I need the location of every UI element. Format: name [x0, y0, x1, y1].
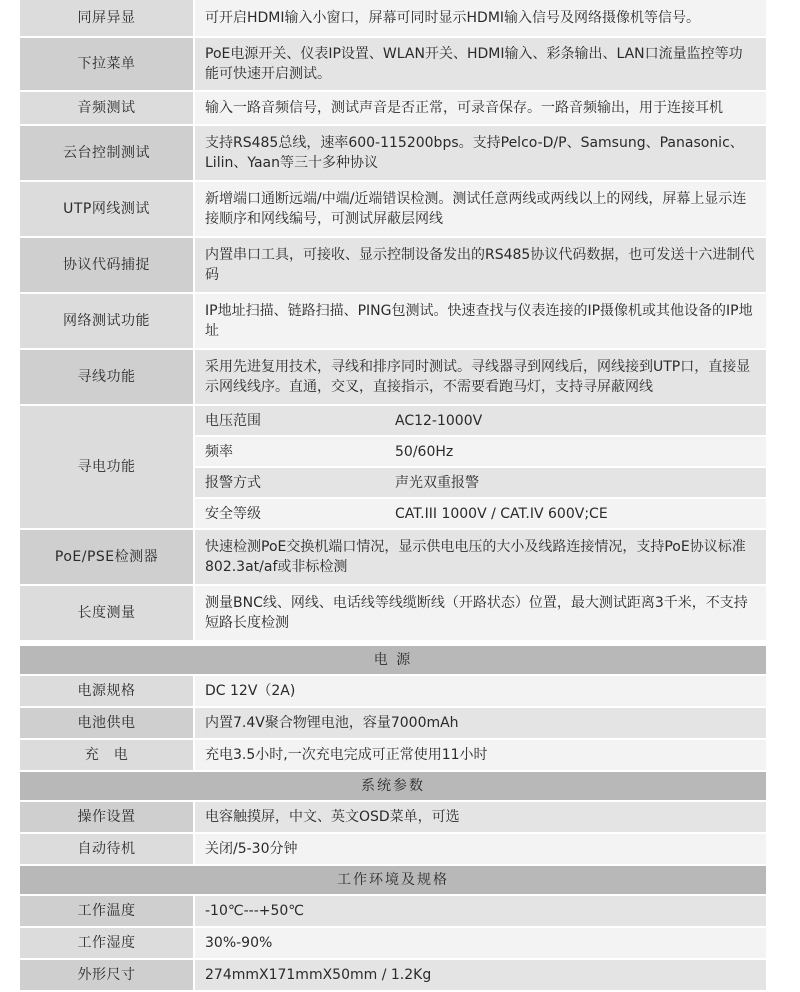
spec-row [20, 833, 766, 865]
spec-value: 电容触摸屏，中文、英文OSD菜单，可选 [194, 801, 766, 833]
spec-label: 工作温度 [20, 895, 194, 927]
spec-row [20, 237, 766, 293]
spec-row [20, 895, 766, 927]
spec-value: -10℃---+50℃ [194, 895, 766, 927]
spec-row [20, 0, 766, 37]
subtable-value: CAT.III 1000V / CAT.IV 600V;CE [371, 498, 766, 528]
section-header-row [20, 771, 766, 801]
section-title: 工作环境及规格 [20, 865, 766, 895]
spec-value: IP地址扫描、链路扫描、PING包测试。快速查找与仪表连接的IP摄像机或其他设备的IP地址 [194, 293, 766, 349]
spec-value: 支持RS485总线，速率600-115200bps。支持Pelco-D/P、Samsung、Panasonic、Lilin、Yaan等三十多种协议 [194, 125, 766, 181]
section-title: 系统参数 [20, 771, 766, 801]
spec-value: 新增端口通断远端/中端/近端错误检测。测试任意两线或两线以上的网线，屏幕上显示连接顺序和网线编号，可测试屏蔽层网线 [194, 181, 766, 237]
spec-row [20, 125, 766, 181]
spec-label: 外形尺寸 [20, 959, 194, 991]
spec-value: 快速检测PoE交换机端口情况，显示供电电压的大小及线路连接情况，支持PoE协议标准802.3at/af或非标检测 [194, 529, 766, 585]
subtable-value: AC12-1000V [371, 406, 766, 436]
spec-value: 充电3.5小时,一次充电完成可正常使用11小时 [194, 739, 766, 771]
subtable-value: 50/60Hz [371, 436, 766, 467]
spec-row [20, 707, 766, 739]
spec-row [20, 37, 766, 91]
spec-value: 可开启HDMI输入小窗口，屏幕可同时显示HDMI输入信号及网络摄像机等信号。 [194, 0, 766, 37]
spec-value: 测量BNC线、网线、电话线等线缆断线（开路状态）位置，最大测试距离3千米，不支持短路长度检测 [194, 585, 766, 641]
spec-row [20, 349, 766, 405]
spec-label: 协议代码捕捉 [20, 237, 194, 293]
power-finder-subtable [195, 406, 766, 528]
spec-value: 关闭/5-30分钟 [194, 833, 766, 865]
spec-label: 长度测量 [20, 585, 194, 641]
spec-row [20, 675, 766, 707]
spec-row [20, 181, 766, 237]
spec-label: PoE/PSE检测器 [20, 529, 194, 585]
subtable-key: 报警方式 [195, 467, 371, 498]
spec-sheet [20, 0, 766, 992]
subtable-row [195, 498, 766, 528]
spec-label: 音频测试 [20, 91, 194, 125]
subtable-key: 频率 [195, 436, 371, 467]
spec-label: 操作设置 [20, 801, 194, 833]
spec-value: 内置7.4V聚合物锂电池，容量7000mAh [194, 707, 766, 739]
spec-row [20, 927, 766, 959]
spec-value: PoE电源开关、仪表IP设置、WLAN开关、HDMI输入、彩条输出、LAN口流量监控等功能可快速开启测试。 [194, 37, 766, 91]
spec-label: UTP网线测试 [20, 181, 194, 237]
spec-table [20, 0, 766, 992]
spec-row [20, 91, 766, 125]
spec-label: 下拉菜单 [20, 37, 194, 91]
subtable-row [195, 436, 766, 467]
subtable-key: 安全等级 [195, 498, 371, 528]
spec-row [20, 739, 766, 771]
subtable-key: 电压范围 [195, 406, 371, 436]
spec-row [20, 801, 766, 833]
spec-label: 电池供电 [20, 707, 194, 739]
subtable-value: 声光双重报警 [371, 467, 766, 498]
spec-label: 充 电 [20, 739, 194, 771]
subtable-row [195, 467, 766, 498]
spec-label: 自动待机 [20, 833, 194, 865]
spec-row [20, 585, 766, 641]
spec-row [20, 529, 766, 585]
section-title: 电 源 [20, 646, 766, 675]
spec-row [20, 293, 766, 349]
spec-value: DC 12V（2A) [194, 675, 766, 707]
spec-row-power-finder [20, 405, 766, 529]
spec-label: 工作湿度 [20, 927, 194, 959]
spec-value: 采用先进复用技术，寻线和排序同时测试。寻线器寻到网线后，网线接到UTP口，直接显示网线线序。直通，交叉，直接指示，不需要看跑马灯，支持寻屏蔽网线 [194, 349, 766, 405]
section-header-row [20, 646, 766, 675]
spec-label: 电源规格 [20, 675, 194, 707]
spec-value: 输入一路音频信号，测试声音是否正常，可录音保存。一路音频输出，用于连接耳机 [194, 91, 766, 125]
spec-label: 网络测试功能 [20, 293, 194, 349]
spec-value: 内置串口工具，可接收、显示控制设备发出的RS485协议代码数据，也可发送十六进制代码 [194, 237, 766, 293]
spec-row [20, 959, 766, 991]
spec-label: 同屏异显 [20, 0, 194, 37]
section-header-row [20, 865, 766, 895]
spec-label: 寻电功能 [20, 405, 194, 529]
spec-label: 寻线功能 [20, 349, 194, 405]
subtable-row [195, 406, 766, 436]
spec-value: 30%-90% [194, 927, 766, 959]
spec-label: 云台控制测试 [20, 125, 194, 181]
spec-value: 274mmX171mmX50mm / 1.2Kg [194, 959, 766, 991]
